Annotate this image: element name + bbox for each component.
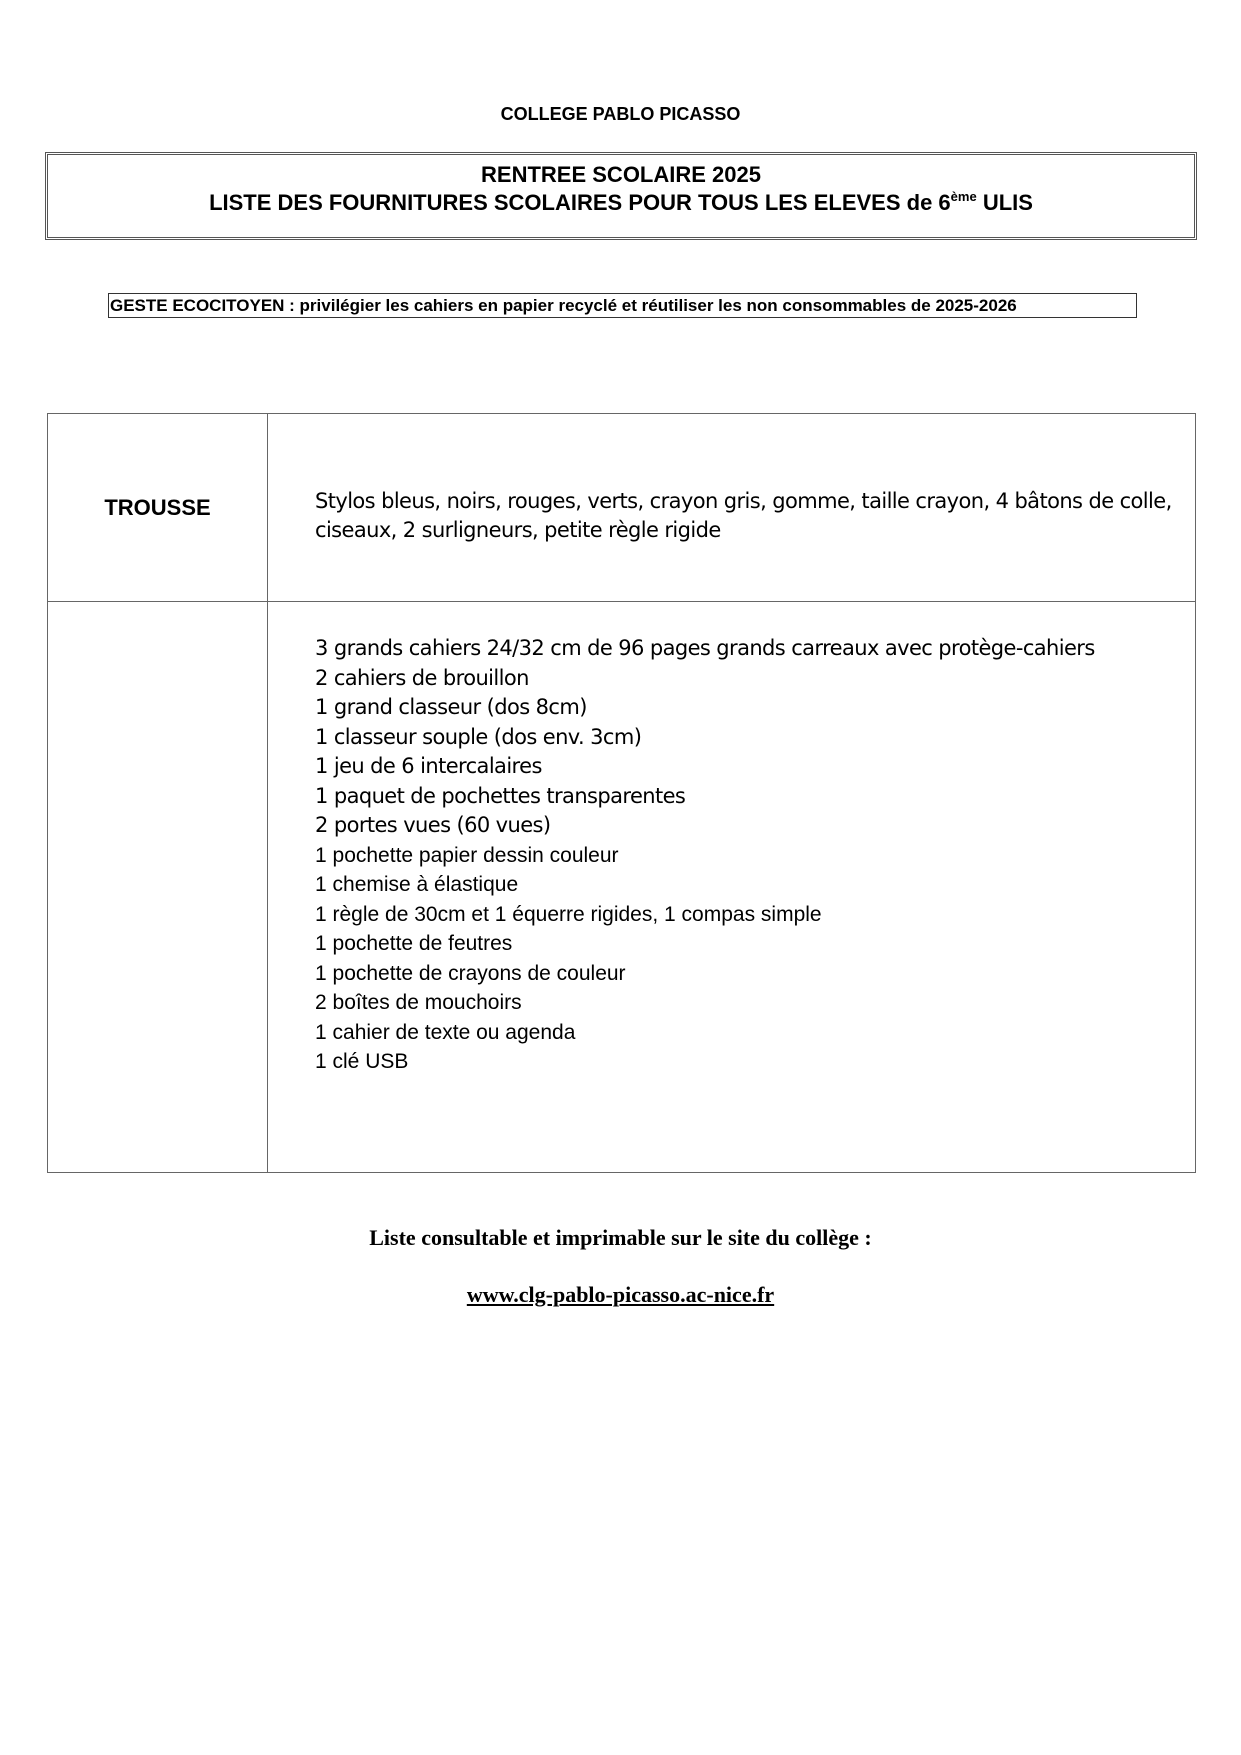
list-item: 1 pochette de feutres bbox=[315, 932, 513, 955]
list-item: 1 paquet de pochettes transparentes bbox=[315, 783, 686, 808]
school-name: COLLEGE PABLO PICASSO bbox=[500, 104, 741, 124]
list-item: 1 classeur souple (dos env. 3cm) bbox=[315, 724, 642, 749]
title-line-2-suffix: ULIS bbox=[976, 190, 1033, 215]
list-item: 1 chemise à élastique bbox=[315, 873, 519, 896]
eco-notice-label: GESTE ECOCITOYEN : bbox=[110, 296, 295, 315]
list-item: 2 boîtes de mouchoirs bbox=[315, 991, 522, 1014]
eco-notice-text: privilégier les cahiers en papier recyclé et réutiliser les non consommables de 2025-2026 bbox=[294, 296, 1017, 315]
title-line-2 bbox=[48, 189, 1194, 217]
category-cell bbox=[48, 602, 268, 1173]
items-cell bbox=[268, 602, 1196, 1173]
list-item: 2 portes vues (60 vues) bbox=[315, 813, 551, 837]
title-box bbox=[45, 152, 1197, 240]
list-item: 1 grand classeur (dos 8cm) bbox=[315, 695, 587, 719]
title-line-2-superscript: ème bbox=[950, 189, 977, 204]
list-item: 1 pochette papier dessin couleur bbox=[315, 843, 619, 867]
school-website-link[interactable]: www.clg-pablo-picasso.ac-nice.fr bbox=[466, 1282, 775, 1307]
title-line-2-prefix: LISTE DES FOURNITURES SCOLAIRES POUR TOUS LES ELEVES de 6 bbox=[209, 190, 951, 215]
list-item: 1 clé USB bbox=[315, 1050, 409, 1073]
category-cell: TROUSSE bbox=[48, 414, 268, 602]
table-row-general-supplies bbox=[48, 602, 1196, 1173]
list-item: 1 jeu de 6 intercalaires bbox=[315, 754, 542, 778]
list-item: 3 grands cahiers 24/32 cm de 96 pages grands carreaux avec protège-cahiers bbox=[315, 636, 1095, 660]
items-cell bbox=[268, 414, 1196, 602]
footer-link-container bbox=[0, 1282, 1241, 1308]
table-row-trousse bbox=[48, 414, 1196, 602]
list-item: 1 pochette de crayons de couleur bbox=[315, 961, 626, 985]
trousse-items-text: Stylos bleus, noirs, rouges, verts, crayon gris, gomme, taille crayon, 4 bâtons de colle, ciseaux, 2 surligneurs, petite règle rigide bbox=[315, 488, 1172, 542]
title-line-1: RENTREE SCOLAIRE 2025 bbox=[481, 162, 761, 187]
list-item: 1 cahier de texte ou agenda bbox=[315, 1020, 576, 1044]
list-item: 2 cahiers de brouillon bbox=[315, 665, 529, 690]
footer-text: Liste consultable et imprimable sur le site du collège : bbox=[369, 1225, 872, 1250]
supplies-table bbox=[47, 413, 1196, 1173]
list-item: 1 règle de 30cm et 1 équerre rigides, 1 compas simple bbox=[315, 902, 822, 926]
eco-notice-box bbox=[108, 293, 1137, 318]
